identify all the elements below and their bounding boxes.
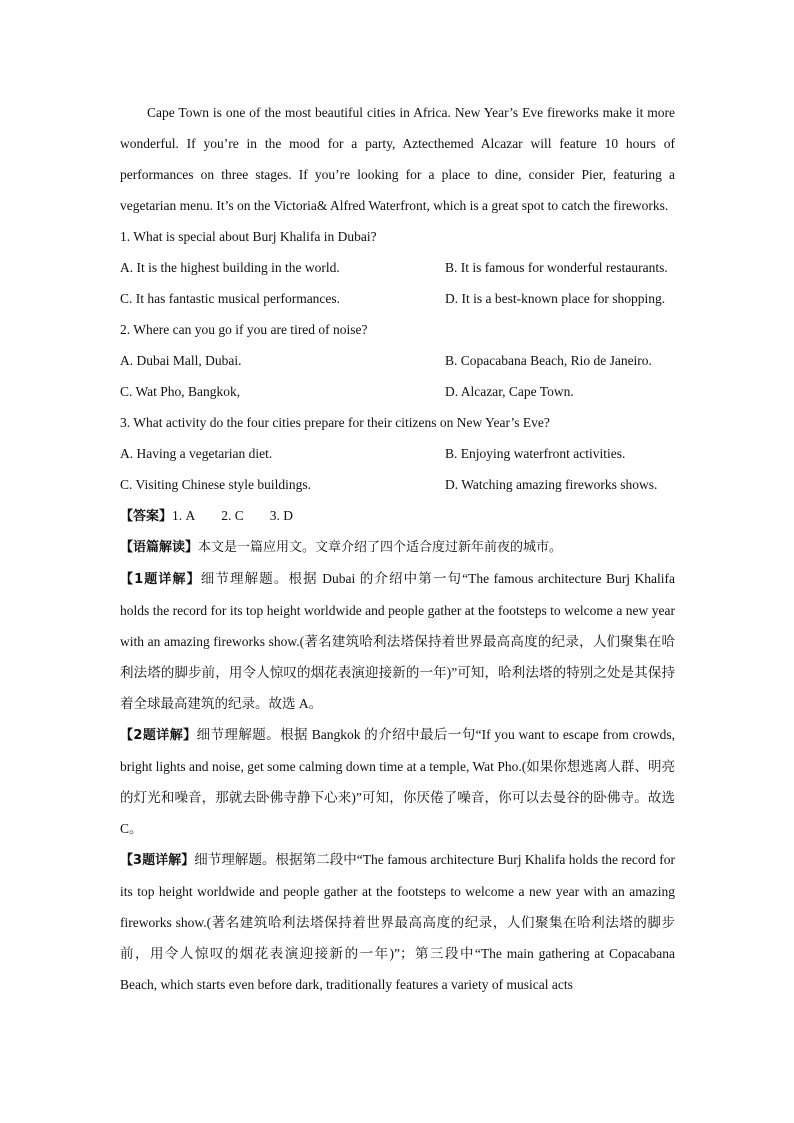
explanation-text: 细节理解题。根据 Bangkok 的介绍中最后一句“If you want to escape from crowds, bright lights and noise, get some calming down time at a temple, Wat Pho.(如果你想逃离人群、明亮的灯光和噪音，那就去卧佛寺静下心来)”可知，你厌倦了噪音，你可以去曼谷的卧佛寺。故选 C。 bbox=[120, 727, 675, 836]
question-1 bbox=[120, 221, 675, 314]
option-a: A. Dubai Mall, Dubai. bbox=[120, 353, 242, 368]
answer-3: 3. D bbox=[269, 508, 294, 523]
answer-1: 1. A bbox=[172, 508, 196, 523]
explanation-2 bbox=[120, 719, 675, 844]
answer-tag: 【答案】 bbox=[120, 509, 173, 524]
explanation-tag: 【1题详解】 bbox=[120, 572, 201, 587]
explanation-tag: 【2题详解】 bbox=[120, 728, 197, 743]
explanation-text: 细节理解题。根据第二段中“The famous architecture Burj Khalifa holds the record for its top height worldwide and people gather at the footsteps to welcome a new year with an amazing fireworks show.(著名建筑哈利法塔保持着世界最高高度的纪录，人们聚集在哈利法塔的脚步前，用令人惊叹的烟花表演迎接新的一年)”；第三段中“The main gathering at Copacabana Beach, which starts even before dark, traditionally features a variety of musical acts bbox=[120, 852, 675, 992]
question-stem: 3. What activity do the four cities prepare for their citizens on New Year’s Eve? bbox=[120, 415, 550, 430]
explanation-3 bbox=[120, 844, 675, 1000]
passage-paragraph: Cape Town is one of the most beautiful cities in Africa. New Year’s Eve fireworks make it more wonderful. If you’re in the mood for a party, Aztecthemed Alcazar will feature 10 hours of performances on three stages. If you’re looking for a place to dine, consider Pier, featuring a vegetarian menu. It’s on the Victoria& Alfred Waterfront, which is a great spot to catch the fireworks. bbox=[120, 105, 675, 213]
option-a: A. It is the highest building in the world. bbox=[120, 260, 340, 275]
question-stem: 1. What is special about Burj Khalifa in Dubai? bbox=[120, 229, 377, 244]
summary-row bbox=[120, 532, 675, 563]
answer-2: 2. C bbox=[221, 508, 244, 523]
explanation-tag: 【3题详解】 bbox=[120, 853, 195, 868]
option-d: D. Watching amazing fireworks shows. bbox=[445, 477, 658, 492]
document-page bbox=[120, 97, 675, 1000]
option-c: C. It has fantastic musical performances. bbox=[120, 291, 341, 306]
question-stem: 2. Where can you go if you are tired of noise? bbox=[120, 322, 368, 337]
summary-tag: 【语篇解读】 bbox=[120, 540, 199, 555]
option-d: D. Alcazar, Cape Town. bbox=[445, 384, 574, 399]
summary-text: 本文是一篇应用文。文章介绍了四个适合度过新年前夜的城市。 bbox=[198, 540, 563, 555]
option-d: D. It is a best-known place for shopping. bbox=[445, 291, 666, 306]
question-3 bbox=[120, 407, 675, 500]
explanation-1 bbox=[120, 563, 675, 719]
answer-row bbox=[120, 500, 675, 532]
option-a: A. Having a vegetarian diet. bbox=[120, 446, 273, 461]
option-c: C. Wat Pho, Bangkok, bbox=[120, 384, 241, 399]
option-b: B. It is famous for wonderful restaurants. bbox=[445, 260, 668, 275]
option-b: B. Copacabana Beach, Rio de Janeiro. bbox=[445, 353, 652, 368]
explanation-text: 细节理解题。根据 Dubai 的介绍中第一句“The famous architecture Burj Khalifa holds the record for its top height worldwide and people gather at the footsteps to welcome a new year with an amazing fireworks show.(著名建筑哈利法塔保持着世界最高高度的纪录，人们聚集在哈利法塔的脚步前，用令人惊叹的烟花表演迎接新的一年)”可知，哈利法塔的特别之处是其保持着全球最高建筑的纪录。故选 A。 bbox=[120, 571, 675, 711]
question-2 bbox=[120, 314, 675, 407]
option-b: B. Enjoying waterfront activities. bbox=[445, 446, 626, 461]
option-c: C. Visiting Chinese style buildings. bbox=[120, 477, 311, 492]
